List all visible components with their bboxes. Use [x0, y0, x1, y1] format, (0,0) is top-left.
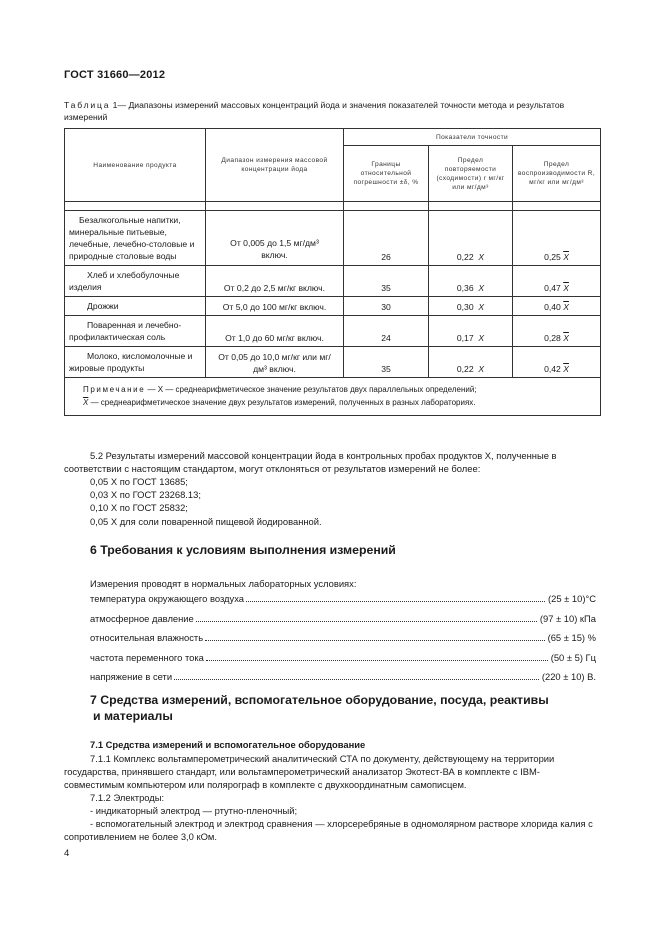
cell-repeatability	[429, 347, 513, 378]
reproducibility-value: 0,28	[544, 333, 561, 343]
reproducibility-value: 0,42	[544, 364, 561, 374]
cell-reproducibility	[513, 347, 601, 378]
mean-symbol: X	[478, 302, 485, 312]
mean-bar-symbol: $\overline{X}$	[563, 283, 569, 293]
condition-label: частота переменного тока	[90, 651, 204, 663]
condition-row	[90, 652, 596, 672]
cell-range: От 5,0 до 100 мг/кг включ.	[206, 297, 344, 316]
repeatability-value: 0,30	[456, 302, 474, 312]
mean-bar-symbol: $\overline{X}$	[563, 252, 569, 262]
reproducibility-value: 0,25	[544, 252, 561, 262]
table-note	[65, 378, 601, 416]
reproducibility-value: 0,47	[544, 283, 561, 293]
mean-symbol: X	[478, 252, 485, 262]
mean-symbol: X	[478, 333, 485, 343]
condition-label: атмосферное давление	[90, 612, 194, 624]
cell-delta: 35	[344, 347, 429, 378]
cell-delta: 30	[344, 297, 429, 316]
table-row	[65, 266, 601, 297]
condition-label: напряжение в сети	[90, 671, 173, 683]
note-text-1: — X — среднеарифметическое значение результатов двух параллельных определений;	[145, 385, 477, 394]
header-repeatability: Предел повторяемости (сходимости) r мг/кг или мг/дм³	[429, 146, 513, 202]
repeatability-value: 0,22	[456, 364, 474, 374]
limit-item: 0,03 X по ГОСТ 23268.13;	[90, 489, 201, 501]
cell-product: Молоко, кисломолочные и жировые продукты	[65, 347, 206, 378]
limits-list	[90, 475, 322, 528]
condition-row	[90, 593, 596, 613]
document-header: ГОСТ 31660—2012	[64, 69, 166, 81]
cell-repeatability	[429, 211, 513, 266]
condition-value: (65 ± 15) %	[547, 632, 596, 644]
condition-label: температура окружающего воздуха	[90, 593, 244, 604]
table-row	[65, 211, 601, 266]
table-caption-prefix: Таблица	[64, 100, 111, 110]
condition-row	[90, 613, 596, 633]
cell-delta: 26	[344, 211, 429, 266]
accuracy-table	[64, 128, 601, 416]
cell-product: Дрожжи	[65, 297, 206, 316]
limit-item: 0,05 X по ГОСТ 13685;	[90, 476, 188, 487]
table-caption	[64, 99, 604, 123]
table-row	[65, 297, 601, 316]
condition-label: относительная влажность	[90, 632, 204, 644]
limit-item: 0,10 X по ГОСТ 25832;	[90, 502, 188, 514]
cell-range: От 0,2 до 2,5 мг/кг включ.	[206, 266, 344, 297]
header-spacer-row	[65, 202, 601, 211]
condition-row	[90, 632, 596, 652]
condition-row	[90, 671, 596, 691]
table-row	[65, 347, 601, 378]
cell-repeatability	[429, 316, 513, 347]
cell-reproducibility	[513, 316, 601, 347]
mean-symbol: X	[478, 364, 485, 374]
paragraph-7-1-1: 7.1.1 Комплекс вольтамперометрический аналитический СТА по документу, действующему на территории государства, принявшего стандарт, или вольтамперометрический анализатор Экотест-ВА в комплекте с IBM-совместимым компьютером или полярограф в комплекте с двухкоординатным самописцем.	[64, 753, 555, 790]
note-text-2: — среднеарифметическое значение двух результатов измерений, полученных в разных лабораториях.	[88, 398, 476, 407]
cell-range: От 1,0 до 60 мг/кг включ.	[206, 316, 344, 347]
cell-range: От 0,005 до 1,5 мг/дм³ включ.	[206, 211, 344, 266]
cell-product: Безалкогольные напитки, минеральные питьевые, лечебные, лечебно-столовые и природные столовые воды	[65, 211, 206, 266]
repeatability-value: 0,22	[456, 252, 474, 262]
paragraph-7-1-2: 7.1.2 Электроды:	[90, 792, 165, 803]
header-range: Диапазон измерения массовой концентрации йода	[206, 129, 344, 202]
repeatability-value: 0,36	[456, 283, 474, 293]
section-7-1-title: 7.1 Средства измерений и вспомогательное оборудование	[90, 739, 366, 750]
condition-value: (50 ± 5) Гц	[550, 651, 596, 663]
condition-value: (97 ± 10) кПа	[539, 612, 596, 624]
header-indicators: Показатели точности	[344, 129, 601, 146]
section-6-title: 6 Требования к условиям выполнения измерений	[90, 543, 396, 557]
mean-bar-symbol: $\overline{X}$	[563, 364, 569, 374]
header-error: Границы относительной погрешности ±δ, %	[344, 146, 429, 202]
note-line-2	[83, 396, 592, 409]
cell-delta: 24	[344, 316, 429, 347]
paragraph-5-2: 5.2 Результаты измерений массовой концентрации йода в контрольных пробах продуктов X, полученные в соответствии с настоящим стандартом, могут отклоняться от результатов измерений не более:	[64, 450, 557, 474]
mean-symbol: X	[478, 283, 485, 293]
cell-range: От 0,05 до 10,0 мг/кг или мг/дм³ включ.	[206, 347, 344, 378]
mean-bar-symbol: $\overline{X}$	[563, 302, 569, 312]
cell-reproducibility	[513, 297, 601, 316]
table-caption-text: 1— Диапазоны измерений массовых концентраций йода и значения показателей точности метода и результатов измерений	[64, 100, 565, 122]
cell-repeatability	[429, 266, 513, 297]
note-label: Примечание	[83, 385, 146, 394]
repeatability-value: 0,17	[456, 333, 474, 343]
cell-reproducibility	[513, 266, 601, 297]
section-7-title-line-2: и материалы	[93, 709, 173, 723]
reproducibility-value: 0,40	[544, 302, 561, 312]
section-7-title-line-1: 7 Средства измерений, вспомогательное оборудование, посуда, реактивы	[90, 693, 549, 707]
cell-reproducibility	[513, 211, 601, 266]
section-7-title	[90, 692, 610, 724]
table-note-row	[65, 378, 601, 416]
note-mean-bar-symbol: $\overline{X}$	[83, 398, 89, 407]
header-reproducibility: Предел воспроизводимости R, мг/кг или мг/дм³	[513, 146, 601, 202]
cell-product: Поваренная и лечебно-профилактическая соль	[65, 316, 206, 347]
electrode-item: - вспомогательный электрод и электрод сравнения — хлорсеребряные в одномолярном растворе хлорида калия с сопротивлением не более 3,0 кОм.	[64, 818, 593, 842]
note-line-1	[83, 383, 592, 396]
cell-delta: 35	[344, 266, 429, 297]
conditions-list	[90, 593, 596, 691]
condition-value: (220 ± 10) В.	[541, 671, 596, 683]
electrode-item: - индикаторный электрод — ртутно-пленочный;	[90, 805, 298, 816]
section-6-intro: Измерения проводят в нормальных лабораторных условиях:	[90, 578, 357, 589]
header-product: Наименование продукта	[65, 129, 206, 202]
limit-item: 0,05 X для соли поваренной пищевой йодированной.	[90, 515, 322, 527]
page-number: 4	[64, 848, 70, 859]
condition-value: (25 ± 10)°C	[548, 593, 596, 604]
mean-bar-symbol: $\overline{X}$	[563, 333, 569, 343]
table-row	[65, 316, 601, 347]
cell-repeatability	[429, 297, 513, 316]
cell-product: Хлеб и хлебобулочные изделия	[65, 266, 206, 297]
